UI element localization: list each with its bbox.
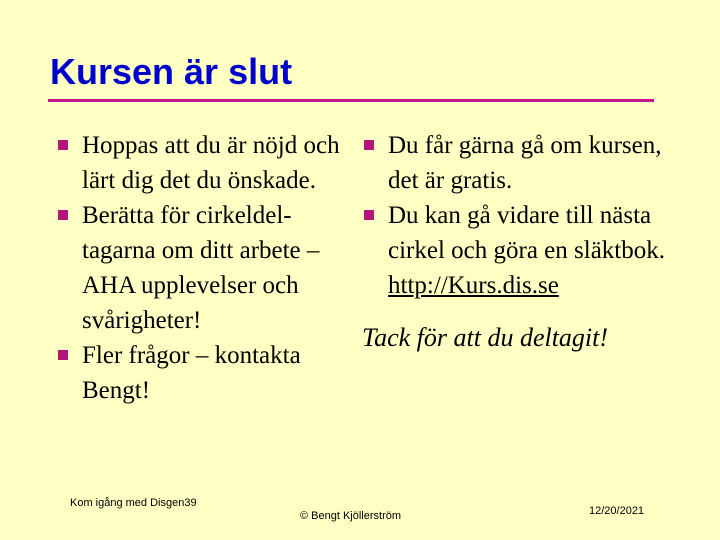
title-underline — [48, 99, 654, 102]
square-bullet-icon — [364, 140, 374, 150]
left-column — [56, 128, 346, 408]
slide-title: Kursen är slut — [50, 51, 293, 92]
left-bullet-list — [56, 128, 346, 408]
thanks-message: Tack för att du deltagit! — [362, 323, 609, 352]
square-bullet-icon — [58, 140, 68, 150]
right-column — [362, 128, 692, 355]
right-bullet-list — [362, 128, 692, 303]
bullet-text: Berätta för cirkeldel-tagarna om ditt arbete – AHA upplevelser och svårigheter! — [82, 202, 320, 334]
bullet-text: Hoppas att du är nöjd och lärt dig det du önskade. — [82, 132, 340, 194]
square-bullet-icon — [364, 210, 374, 220]
list-item — [362, 128, 692, 198]
footer-course-name: Kom igång med Disgen39 — [70, 497, 197, 509]
list-item — [56, 338, 346, 408]
bullet-text: Du får gärna gå om kursen, det är gratis. — [388, 132, 662, 194]
footer-author: © Bengt Kjöllerström — [300, 510, 402, 522]
list-item — [362, 198, 692, 303]
square-bullet-icon — [58, 210, 68, 220]
course-link[interactable]: http://Kurs.dis.se — [388, 272, 559, 299]
list-item — [56, 198, 346, 338]
bullet-text: Fler frågor – kontakta Bengt! — [82, 342, 301, 404]
footer-date: 12/20/2021 — [589, 505, 645, 517]
list-item — [56, 128, 346, 198]
bullet-text: Du kan gå vidare till nästa cirkel och göra en släktbok. — [388, 202, 665, 264]
square-bullet-icon — [58, 350, 68, 360]
